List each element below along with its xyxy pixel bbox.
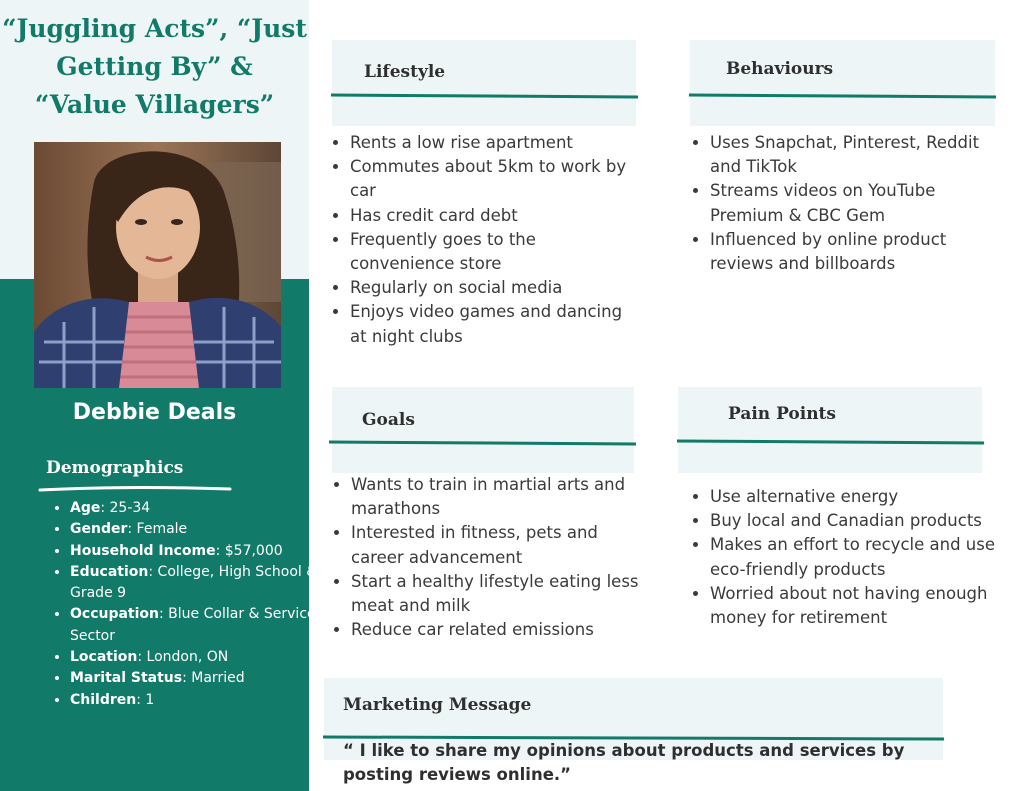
lifestyle-item: • Regularly on social media xyxy=(350,276,640,300)
pain-points-list xyxy=(690,485,1010,630)
persona-title-line: “Value Villagers” xyxy=(34,90,275,119)
goals-item: • Reduce car related emissions xyxy=(351,618,651,642)
persona-title xyxy=(0,10,309,124)
behaviours-item: • Streams videos on YouTube Premium & CBC Gem xyxy=(710,179,1010,227)
lifestyle-heading: Lifestyle xyxy=(364,62,446,82)
pain-points-item: • Makes an effort to recycle and use eco-friendly products xyxy=(710,533,1010,581)
pain-points-item: • Use alternative energy xyxy=(710,485,1010,509)
demographics-list xyxy=(46,498,320,711)
lifestyle-header-box xyxy=(332,40,636,126)
demographic-item: • Education: College, High School & Grade 9 xyxy=(70,562,320,605)
goals-item: • Start a healthy lifestyle eating less meat and milk xyxy=(351,570,651,618)
demographics-underline xyxy=(38,484,233,494)
pain-points-item: • Buy local and Canadian products xyxy=(710,509,1010,533)
demographic-item: • Gender: Female xyxy=(70,519,320,540)
portrait-illustration xyxy=(34,142,281,388)
demographic-item: • Location: London, ON xyxy=(70,647,320,668)
persona-title-line: “Juggling Acts”, “Just xyxy=(2,14,307,43)
lifestyle-item: • Has credit card debt xyxy=(350,204,640,228)
pain-points-item: • Worried about not having enough money for retirement xyxy=(710,582,1010,630)
persona-name: Debbie Deals xyxy=(72,400,237,425)
pain-points-header-box xyxy=(678,387,982,473)
marketing-message: “ I like to share my opinions about products and services by posting reviews online.” xyxy=(343,741,905,784)
lifestyle-item: • Frequently goes to the convenience store xyxy=(350,228,640,276)
behaviours-item: • Influenced by online product reviews and billboards xyxy=(710,228,1010,276)
goals-heading: Goals xyxy=(362,410,415,430)
goals-item: • Interested in fitness, pets and career advancement xyxy=(351,521,651,569)
lifestyle-item: • Enjoys video games and dancing at night clubs xyxy=(350,300,640,348)
demographics-heading: Demographics xyxy=(46,458,184,478)
pain-points-heading: Pain Points xyxy=(728,404,836,424)
behaviours-header-box xyxy=(690,40,995,126)
behaviours-heading: Behaviours xyxy=(726,59,834,79)
persona-title-line: Getting By” & xyxy=(56,52,253,81)
goals-header-box xyxy=(332,387,634,473)
demographic-item: • Marital Status: Married xyxy=(70,668,320,689)
lifestyle-item: • Rents a low rise apartment xyxy=(350,131,640,155)
goals-item: • Wants to train in martial arts and marathons xyxy=(351,473,651,521)
lifestyle-item: • Commutes about 5km to work by car xyxy=(350,155,640,203)
demographic-item: • Children: 1 xyxy=(70,690,320,711)
lifestyle-list xyxy=(330,131,640,349)
goals-underline xyxy=(328,439,638,447)
marketing-heading: Marketing Message xyxy=(343,695,532,715)
demographic-item: • Occupation: Blue Collar & Service Sector xyxy=(70,604,320,647)
behaviours-list xyxy=(690,131,1010,276)
demographic-item: • Household Income: $57,000 xyxy=(70,541,320,562)
behaviours-underline xyxy=(688,92,998,100)
persona-photo xyxy=(34,142,281,388)
lifestyle-underline xyxy=(330,92,640,100)
goals-list xyxy=(331,473,651,642)
behaviours-item: • Uses Snapchat, Pinterest, Reddit and TikTok xyxy=(710,131,1010,179)
pain-points-underline xyxy=(676,438,986,446)
demographic-item: • Age: 25-34 xyxy=(70,498,320,519)
